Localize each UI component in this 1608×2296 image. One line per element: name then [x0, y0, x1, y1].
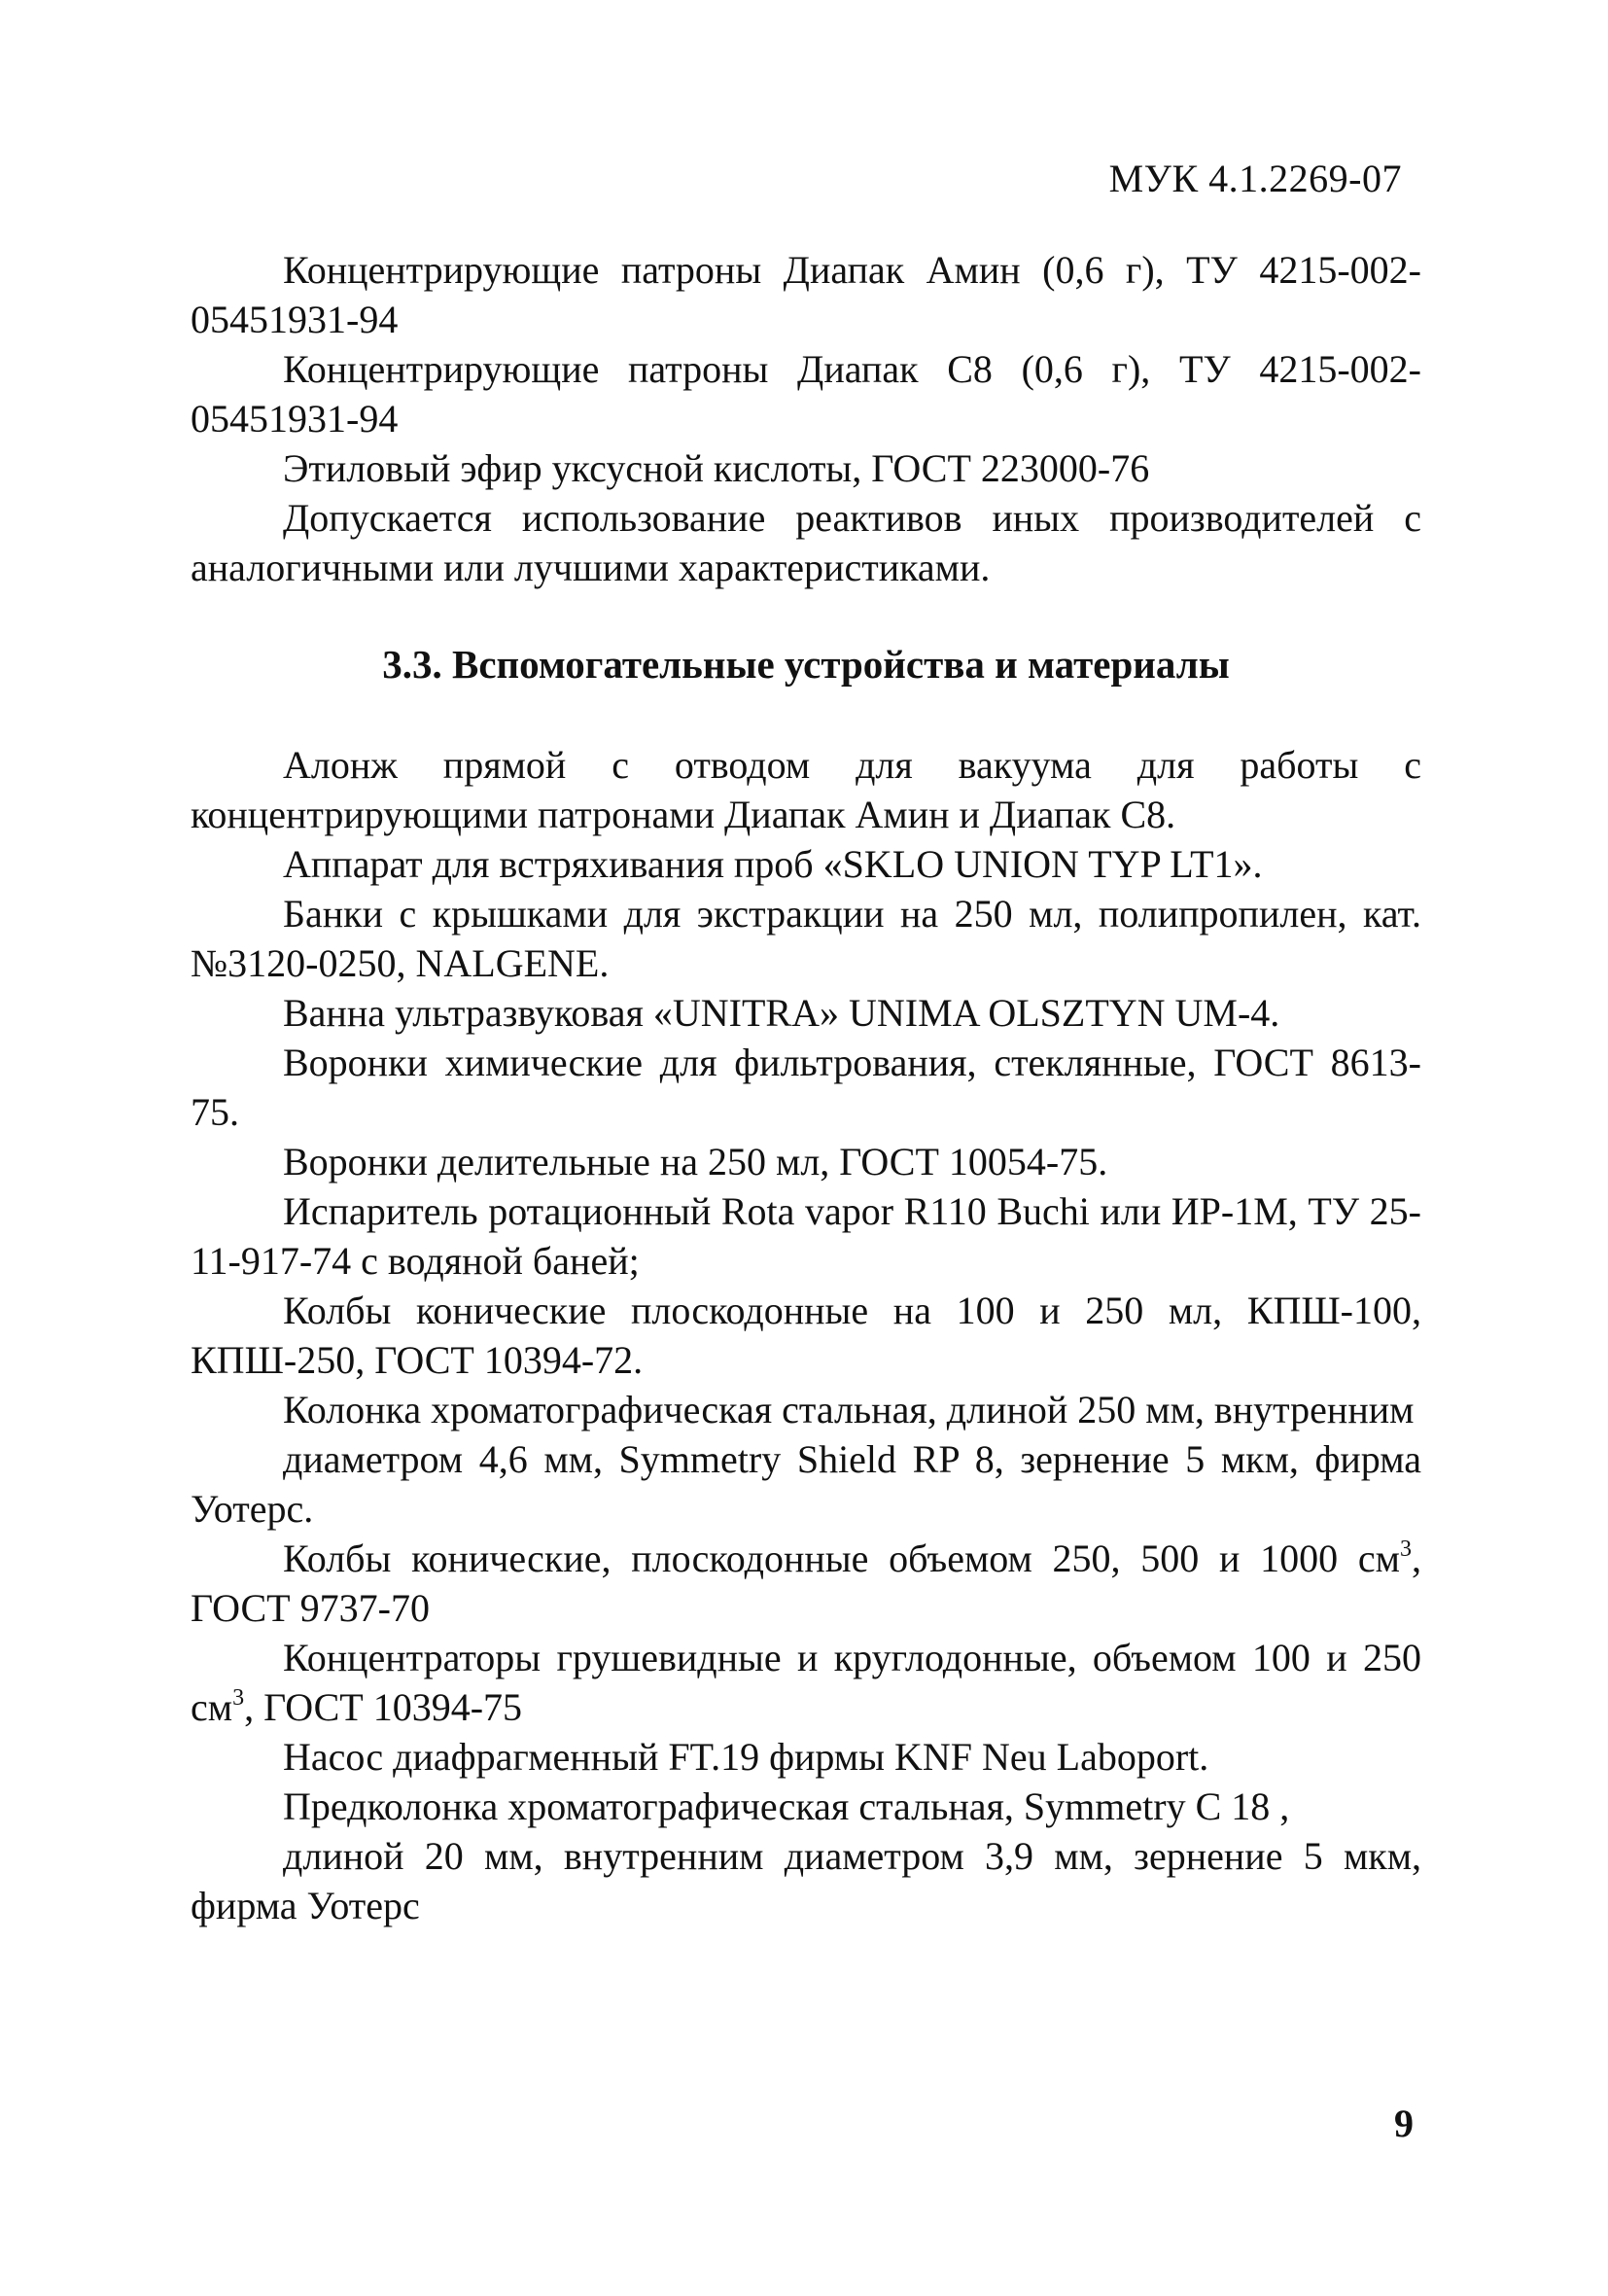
list-item: длиной 20 мм, внутренним диаметром 3,9 мм, зернение 5 мкм, фирма Уотерс	[191, 1834, 1421, 1927]
list-item: Аппарат для встряхивания проб «SKLO UNION TYP LT1».	[283, 842, 1263, 886]
list-item-concentrators	[191, 1633, 1421, 1732]
list-item: Испаритель ротационный Rota vapor R110 Buchi или ИР-1М, ТУ 25-11-917-74 с водяной баней;	[191, 1189, 1421, 1283]
flasks-text: Колбы конические, плоскодонные объемом 250, 500 и 1000 см	[283, 1537, 1400, 1580]
list-item: Воронки химические для фильтрования, стеклянные, ГОСТ 8613-75.	[191, 1041, 1421, 1134]
list-item: диаметром 4,6 мм, Symmetry Shield RP 8, зернение 5 мкм, фирма Уотерс.	[191, 1437, 1421, 1531]
flasks-superscript: 3	[1400, 1537, 1412, 1562]
paragraph-cartridge-amin: Концентрирующие патроны Диапак Амин (0,6 г), ТУ 4215-002-05451931-94	[191, 248, 1421, 341]
document-body	[191, 245, 1421, 1930]
paragraph-cartridge-c8: Концентрирующие патроны Диапак С8 (0,6 г), ТУ 4215-002-05451931-94	[191, 347, 1421, 441]
list-item: Ванна ультразвуковая «UNITRA» UNIMA OLSZTYN UM-4.	[283, 991, 1280, 1035]
section-title: 3.3. Вспомогательные устройства и материалы	[382, 642, 1230, 687]
list-item: Воронки делительные на 250 мл, ГОСТ 10054-75.	[283, 1140, 1108, 1183]
paragraph-ethyl-acetate: Этиловый эфир уксусной кислоты, ГОСТ 223000-76	[283, 446, 1150, 490]
page-number: 9	[1394, 2102, 1414, 2145]
concentrators-gost: , ГОСТ 10394-75	[244, 1685, 523, 1729]
list-item: Насос диафрагменный FT.19 фирмы KNF Neu Laboport.	[283, 1735, 1209, 1779]
list-item: Банки с крышками для экстракции на 250 мл, полипропилен, кат.№3120-0250, NALGENE.	[191, 892, 1421, 985]
list-item: Колбы конические плоскодонные на 100 и 250 мл, КПШ-100, КПШ-250, ГОСТ 10394-72.	[191, 1289, 1421, 1382]
list-item-flasks	[191, 1534, 1421, 1633]
list-item: Алонж прямой с отводом для вакуума для работы с концентрирующими патронами Диапак Амин и Диапак С8.	[191, 743, 1421, 836]
document-code: МУК 4.1.2269-07	[1108, 157, 1402, 200]
list-item: Предколонка хроматографическая стальная, Symmetry C 18 ,	[283, 1784, 1290, 1828]
list-item: Колонка хроматографическая стальная, длиной 250 мм, внутренним	[283, 1388, 1415, 1431]
flasks-gost: , ГОСТ 9737-70	[191, 1537, 1421, 1630]
concentrators-superscript: 3	[232, 1685, 245, 1711]
concentrators-text: Концентраторы грушевидные и круглодонные, объемом 100 и 250 см	[191, 1636, 1421, 1729]
paragraph-other-reagents: Допускается использование реактивов иных производителей с аналогичными или лучшими характеристиками.	[191, 496, 1421, 589]
